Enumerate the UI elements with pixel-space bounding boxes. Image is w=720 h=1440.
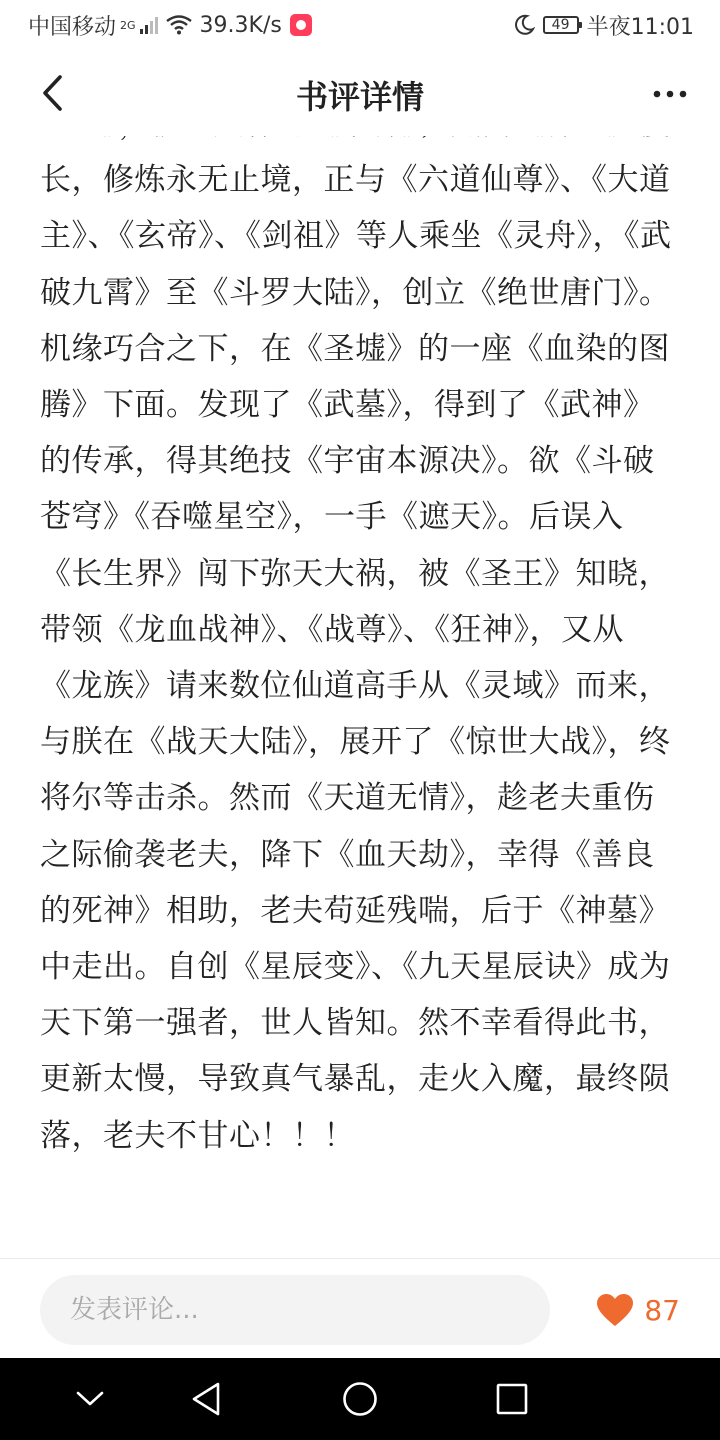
status-right — [513, 10, 694, 41]
chevron-down-icon — [76, 1391, 104, 1407]
like-button[interactable] — [596, 1283, 680, 1337]
hide-nav-button[interactable] — [40, 1358, 140, 1440]
page-title: 书评详情 — [295, 78, 424, 116]
battery-icon — [543, 16, 579, 34]
more-button[interactable] — [648, 76, 692, 112]
triangle-back-icon — [191, 1382, 221, 1416]
app-notification-icon — [290, 14, 312, 36]
carrier-label: 中国移动 — [28, 14, 117, 40]
nav-recents-button[interactable] — [462, 1358, 562, 1440]
comment-input[interactable] — [40, 1275, 550, 1345]
like-count: 87 — [644, 1293, 680, 1327]
heart-icon — [596, 1293, 634, 1327]
battery-level: 49 — [551, 17, 570, 33]
review-content[interactable] — [0, 136, 720, 1258]
nav-home-button[interactable] — [310, 1358, 410, 1440]
network-type: 2G — [120, 18, 136, 32]
clock: 半夜11:01 — [586, 14, 694, 40]
network-speed: 39.3K/s — [199, 12, 282, 38]
square-recents-icon — [496, 1383, 528, 1415]
system-nav-bar — [0, 1358, 720, 1440]
status-left — [28, 10, 312, 41]
moon-icon — [513, 14, 535, 36]
status-bar — [0, 0, 720, 50]
signal-icon — [140, 16, 158, 34]
more-dots-icon — [653, 90, 687, 98]
wifi-icon — [166, 15, 192, 35]
comment-bar — [0, 1258, 720, 1358]
review-body-text: 长，修炼永无止境，正与《六道仙尊》、《大道主》、《玄帝》、《剑祖》等人乘坐《灵舟》，《武破九霄》至《斗罗大陆》，创立《绝世唐门》。机缘巧合之下，在《圣墟》的一座《血染的图腾》下面。发现了《武墓》，得到了《武神》的传承，得其绝技《宇宙本源决》。欲《斗破苍穹》《吞噬星空》，一手《遮天》。后误入《长生界》闯下弥天大祸，被《圣王》知晓，带领《龙血战神》、《战尊》、《狂神》，又从《龙族》请来数位仙道高手从《灵域》而来，与朕在《战天大陆》，展开了《惊世大战》，终将尔等击杀。然而《天道无情》，趁老夫重伤之际偷袭老夫，降下《血天劫》，幸得《善良的死神》相助，老夫苟延残喘，后于《神墓》中走出。自创《星辰变》、《九天星辰诀》成为天下第一强者，世人皆知。然不幸看得此书，更新太慢，导致真气暴乱，走火入魔，最终陨落，老夫不甘心！！！ — [40, 162, 672, 1154]
circle-home-icon — [342, 1381, 378, 1417]
nav-back-button[interactable] — [156, 1358, 256, 1440]
app-header — [0, 50, 720, 136]
